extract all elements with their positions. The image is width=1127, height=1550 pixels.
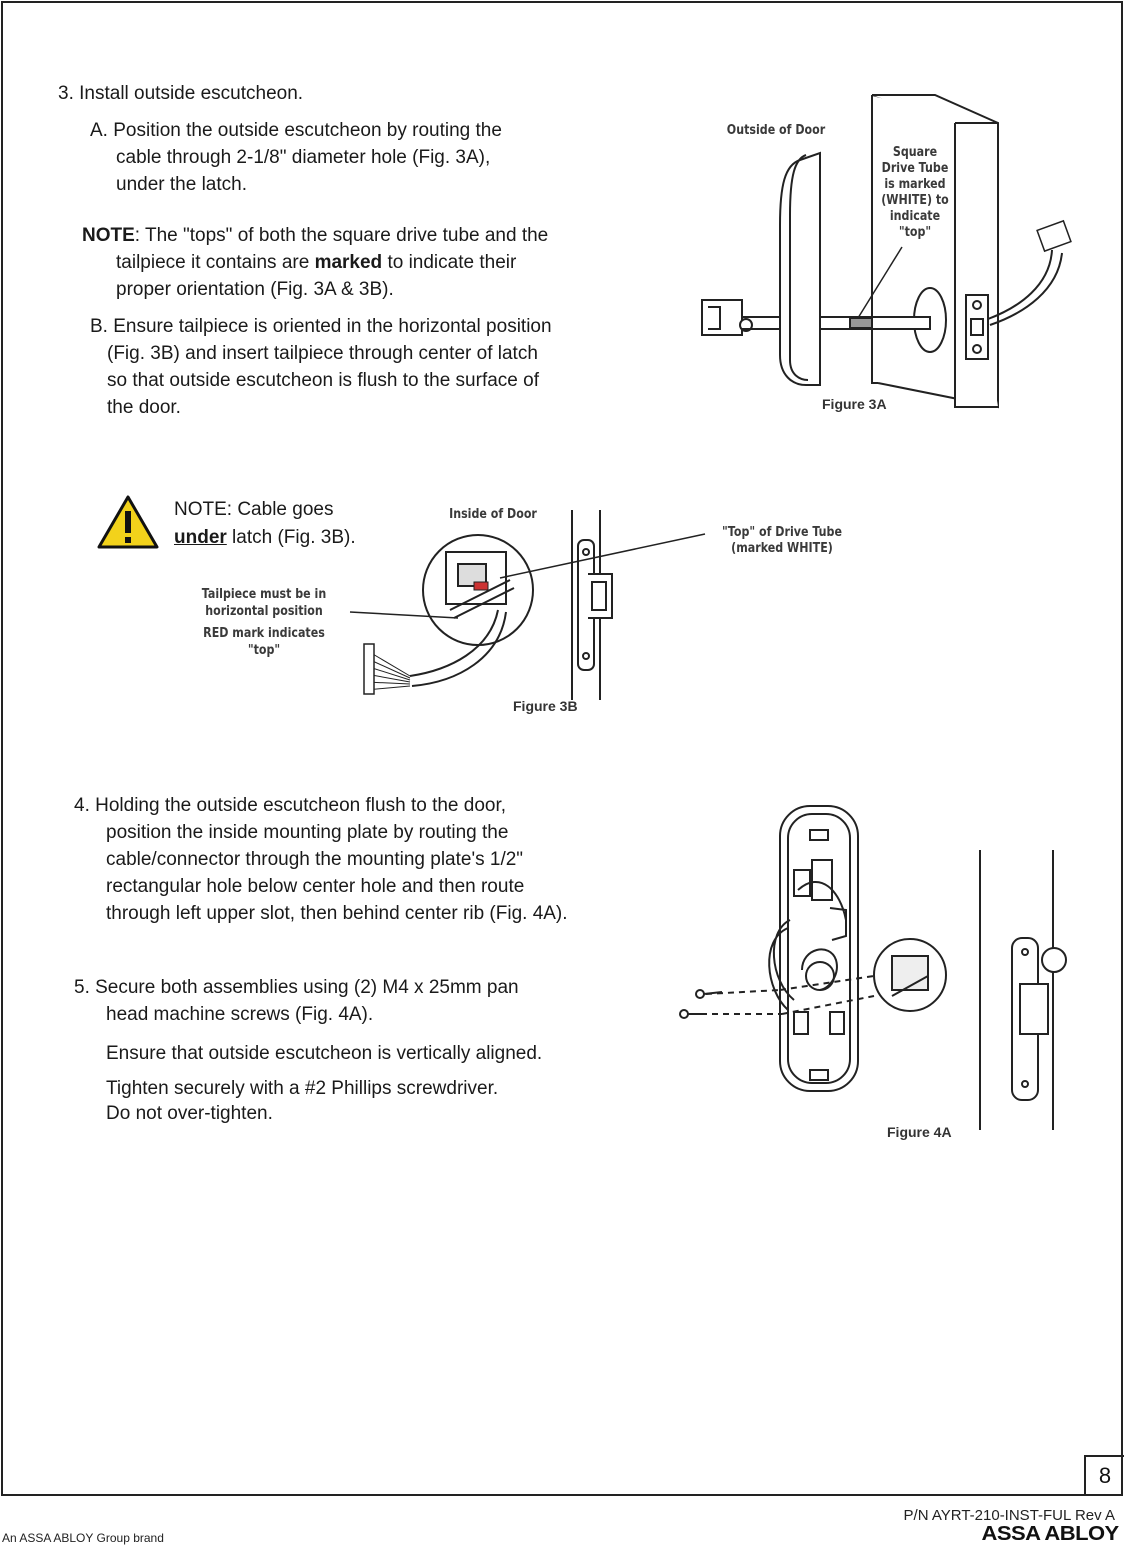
top-label-line2: (marked WHITE) <box>731 540 833 556</box>
step3b-line4: the door. <box>107 397 181 418</box>
warning-icon <box>96 494 160 550</box>
note-line2 <box>116 251 516 275</box>
note-line2-post: to indicate their <box>382 252 517 273</box>
assa-abloy-logo: ASSA ABLOY <box>981 1523 1119 1545</box>
part-number: P/N AYRT-210-INST-FUL Rev A <box>903 1507 1115 1524</box>
tube-label-line5: indicate <box>889 208 941 224</box>
note-line1-text: : The "tops" of both the square drive tube and the <box>134 225 549 246</box>
step5-tighten-line2: Do not over-tighten. <box>106 1103 273 1124</box>
step3a-line2: cable through 2-1/8" diameter hole (Fig. 3A), <box>116 147 491 168</box>
step4-line3: cable/connector through the mounting plate's 1/2" <box>106 849 524 870</box>
tailpiece-label-line2: horizontal position <box>205 603 323 619</box>
tube-label-line1: Square <box>892 144 938 160</box>
step5-line1: 5. Secure both assemblies using (2) M4 x 25mm pan <box>74 977 519 998</box>
step5-line2: head machine screws (Fig. 4A). <box>106 1004 374 1025</box>
note-line1 <box>82 224 548 248</box>
step4-line5: through left upper slot, then behind center rib (Fig. 4A). <box>106 903 568 924</box>
step3b-line1: B. Ensure tailpiece is oriented in the horizontal position <box>90 316 552 337</box>
note-line2-pre: tailpiece it contains are <box>116 252 315 273</box>
figure-3a-caption: Figure 3A <box>822 396 887 412</box>
page-number: 8 <box>1084 1455 1124 1495</box>
step4-line1: 4. Holding the outside escutcheon flush to the door, <box>74 795 507 816</box>
note-bold: NOTE <box>82 225 135 246</box>
outside-of-door-label: Outside of Door <box>726 122 826 138</box>
tube-label-line3: is marked <box>884 176 946 192</box>
step5-align: Ensure that outside escutcheon is vertically aligned. <box>106 1043 543 1064</box>
step3a-line1: A. Position the outside escutcheon by routing the <box>90 120 502 141</box>
note-line3: proper orientation (Fig. 3A & 3B). <box>116 279 394 300</box>
tailpiece-label-line3: RED mark indicates <box>203 625 325 641</box>
brand-line: An ASSA ABLOY Group brand <box>2 1531 164 1545</box>
figure-4a-caption: Figure 4A <box>887 1124 952 1140</box>
under-emphasis: under <box>174 527 227 548</box>
step3a-line3: under the latch. <box>116 174 247 195</box>
step3-heading: 3. Install outside escutcheon. <box>58 83 304 104</box>
figure-3b-caption: Figure 3B <box>513 698 578 714</box>
step4-line2: position the inside mounting plate by routing the <box>106 822 509 843</box>
tailpiece-label-line1: Tailpiece must be in <box>201 586 327 602</box>
tube-label-line4: (WHITE) to <box>881 192 949 208</box>
note-marked-bold: marked <box>314 252 383 273</box>
cable-note-line2 <box>174 526 356 550</box>
tailpiece-label-line4: "top" <box>247 642 281 658</box>
step3b-line3: so that outside escutcheon is flush to the surface of <box>107 370 539 391</box>
tube-label-line6: "top" <box>898 224 932 240</box>
tube-label-line2: Drive Tube <box>881 160 949 176</box>
cable-note-line1: NOTE: Cable goes <box>174 499 334 520</box>
step3b-line2: (Fig. 3B) and insert tailpiece through center of latch <box>107 343 538 364</box>
figure-4a-illustration <box>670 800 1090 1140</box>
cable-note-line2-text: latch (Fig. 3B). <box>226 527 356 548</box>
top-label-line1: "Top" of Drive Tube <box>722 524 842 540</box>
step4-line4: rectangular hole below center hole and then route <box>106 876 525 897</box>
step5-tighten-line1: Tighten securely with a #2 Phillips screwdriver. <box>106 1078 499 1099</box>
inside-of-door-label: Inside of Door <box>449 506 537 522</box>
